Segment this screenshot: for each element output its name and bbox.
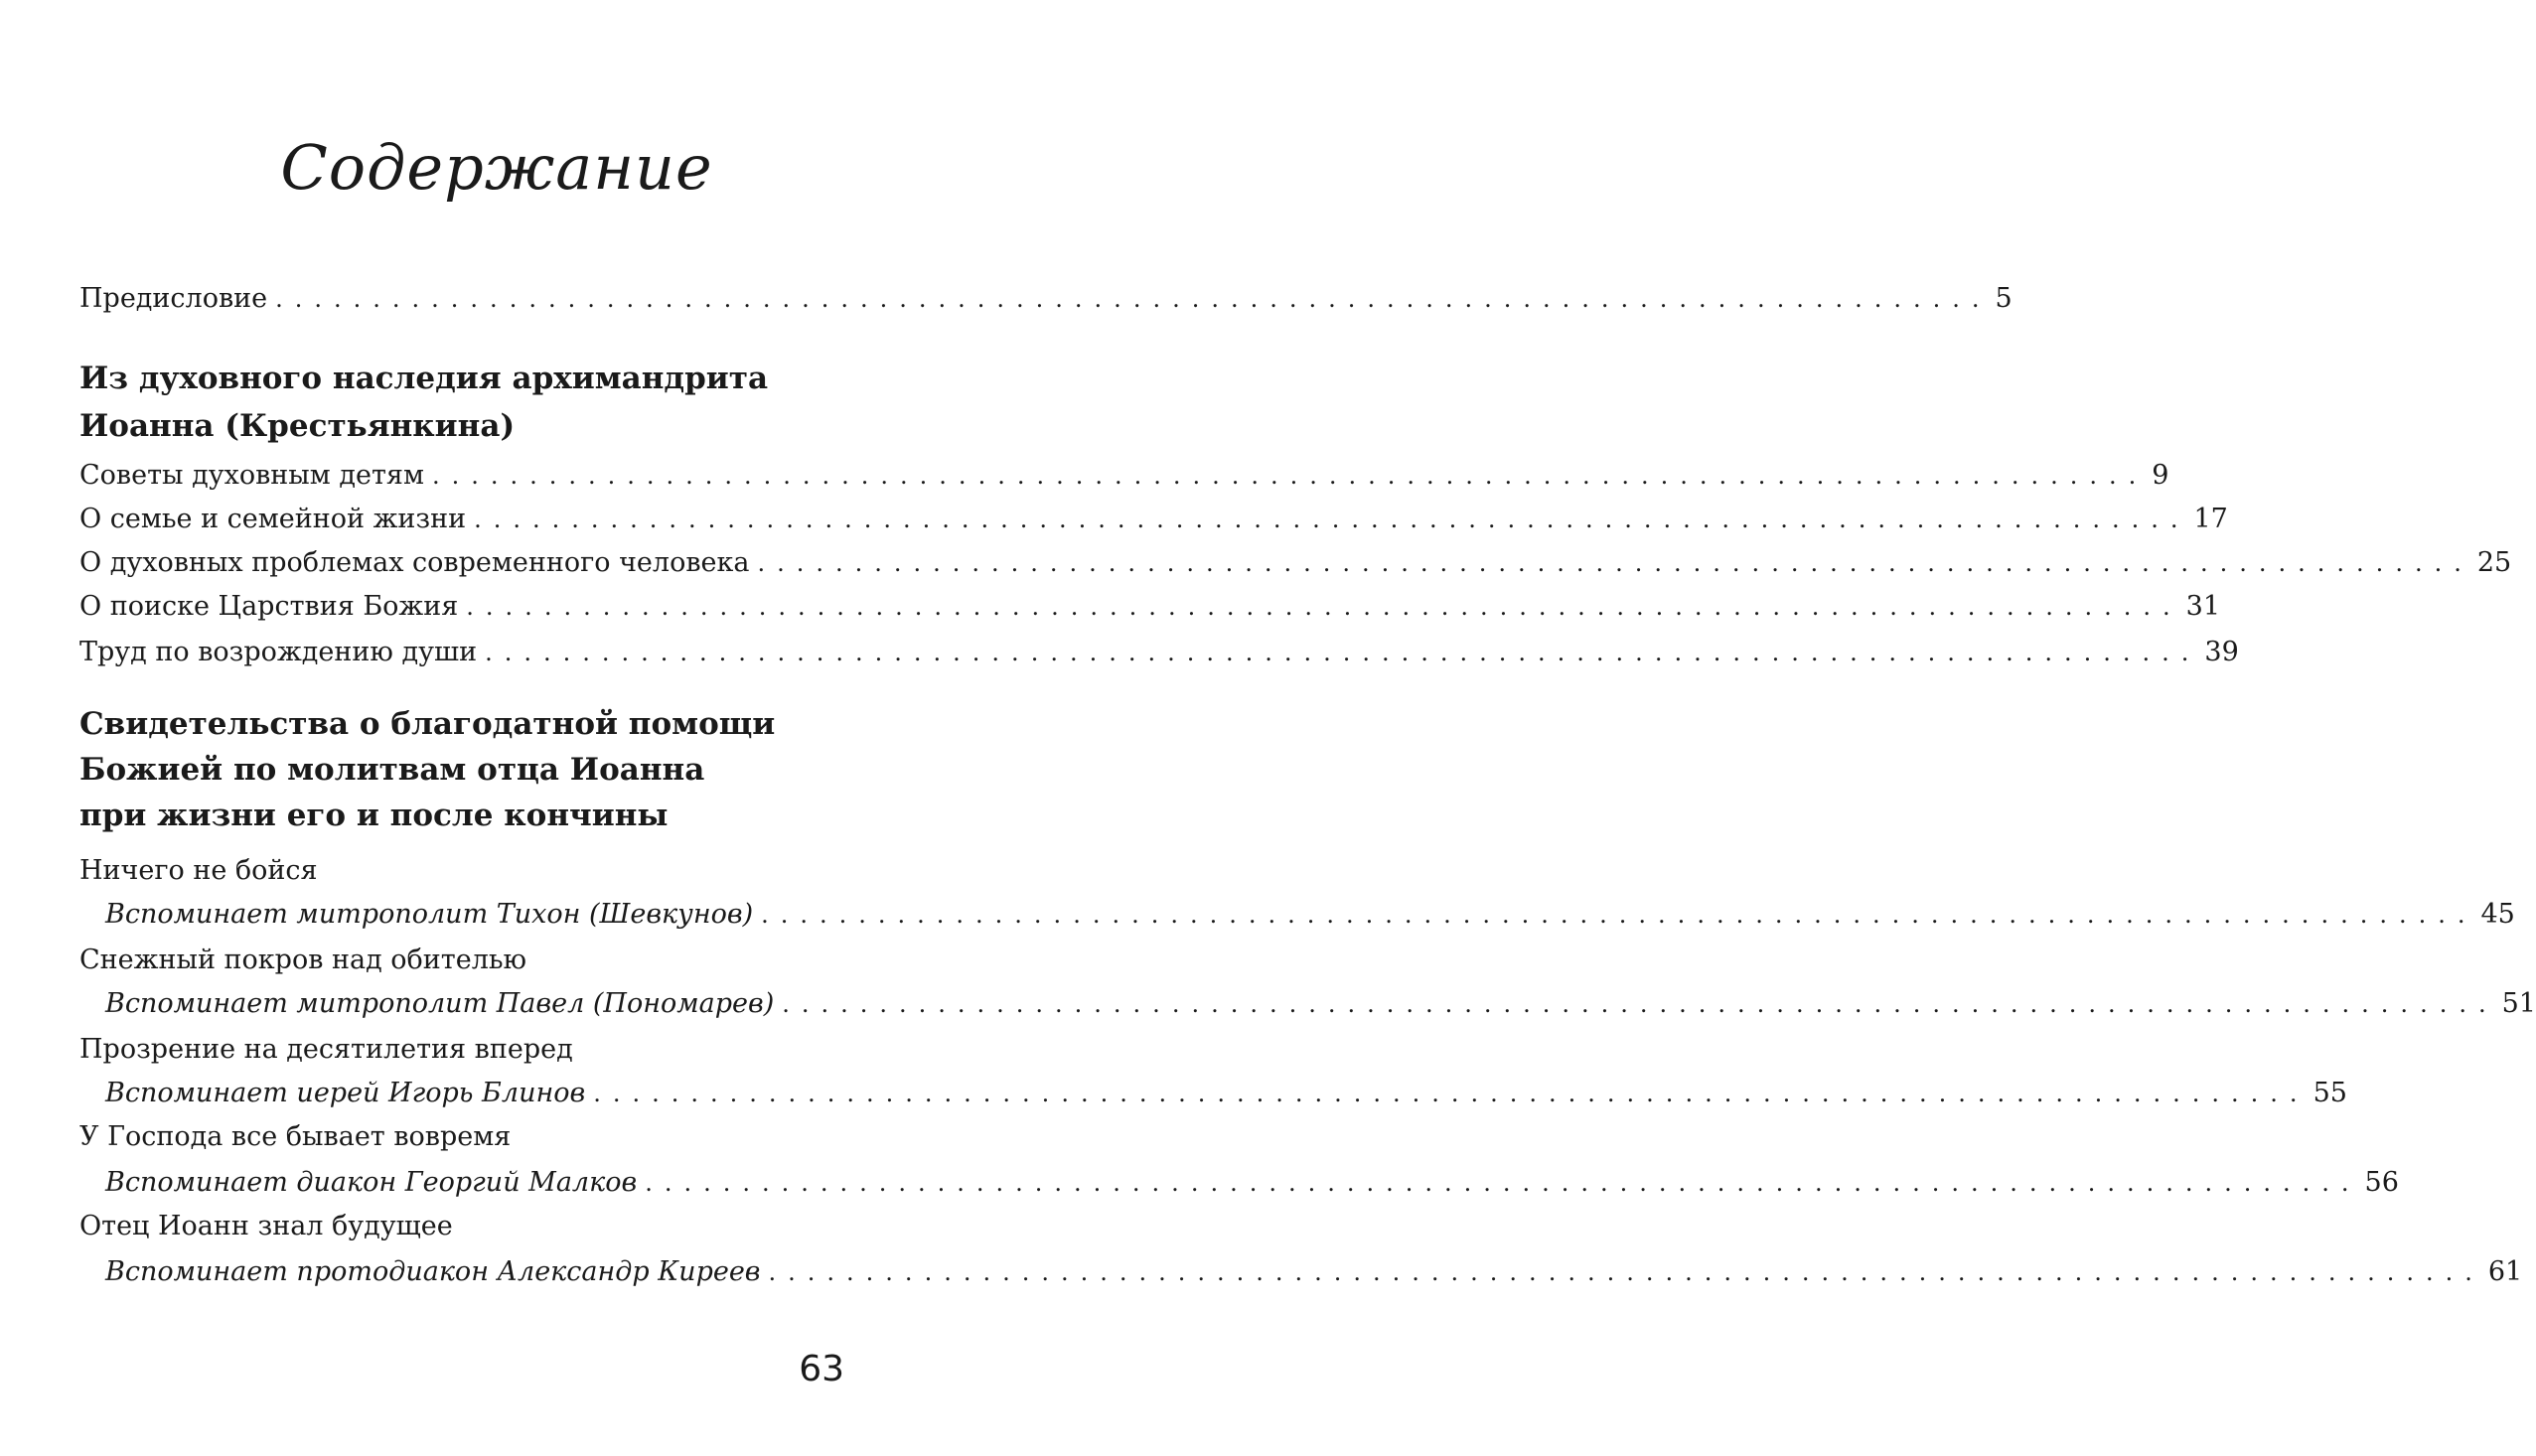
dot-leader: ........................................................................................ bbox=[593, 1080, 2310, 1107]
toc-entry-author: Вспоминает иерей Игорь Блинов bbox=[105, 1078, 586, 1108]
section-heading: Из духовного наследия архимандрита bbox=[79, 361, 769, 396]
toc-entry-page: 56 bbox=[2364, 1167, 2399, 1198]
toc-entry-author: Вспоминает митрополит Павел (Пономарев) bbox=[105, 988, 775, 1019]
toc-entry-page: 25 bbox=[2476, 547, 2512, 578]
toc-entry[interactable] bbox=[79, 459, 2169, 493]
toc-entry[interactable] bbox=[79, 1077, 2347, 1110]
dot-leader: ........................................................................................ bbox=[645, 1169, 2361, 1197]
toc-entry[interactable] bbox=[79, 636, 2239, 669]
toc-entry-page: 55 bbox=[2312, 1078, 2347, 1108]
toc-entry-page: 39 bbox=[2204, 637, 2239, 667]
toc-entry[interactable] bbox=[79, 503, 2228, 536]
toc-entry[interactable] bbox=[79, 1166, 2399, 1200]
toc-entry-title[interactable]: Прозрение на десятилетия вперед bbox=[79, 1034, 573, 1065]
toc-entry-page: 9 bbox=[2152, 460, 2169, 491]
toc-entry[interactable] bbox=[79, 590, 2220, 624]
toc-entry-page: 5 bbox=[1995, 283, 2013, 314]
section-heading: Иоанна (Крестьянкина) bbox=[79, 408, 516, 444]
page-number: 63 bbox=[799, 1349, 844, 1389]
toc-entry-label: Труд по возрождению души bbox=[79, 637, 478, 667]
toc-entry-page: 17 bbox=[2193, 504, 2228, 534]
dot-leader: ........................................................................................ bbox=[782, 990, 2498, 1018]
toc-entry[interactable] bbox=[79, 898, 2515, 932]
toc-entry-title[interactable]: Ничего не бойся bbox=[79, 855, 318, 886]
section-heading: при жизни его и после кончины bbox=[79, 798, 669, 833]
toc-entry[interactable] bbox=[79, 1255, 2523, 1289]
toc-entry-preface[interactable] bbox=[79, 282, 2013, 316]
toc-entry-author: Вспоминает диакон Георгий Малков bbox=[105, 1167, 638, 1198]
section-heading: Свидетельства о благодатной помощи bbox=[79, 706, 776, 742]
toc-entry[interactable] bbox=[79, 987, 2536, 1021]
dot-leader: ........................................................................................ bbox=[466, 593, 2182, 621]
toc-entry-title[interactable]: Отец Иоанн знал будущее bbox=[79, 1211, 453, 1241]
section-heading: Божией по молитвам отца Иоанна bbox=[79, 752, 705, 788]
toc-entry-author: Вспоминает протодиакон Александр Киреев bbox=[105, 1256, 761, 1287]
toc-entry-label: Предисловие bbox=[79, 283, 268, 314]
dot-leader: ........................................................................................ bbox=[431, 462, 2149, 490]
toc-entry-label: О семье и семейной жизни bbox=[79, 504, 467, 534]
toc-entry-label: О духовных проблемах современного человека bbox=[79, 547, 750, 578]
toc-entry-author: Вспоминает митрополит Тихон (Шевкунов) bbox=[105, 899, 754, 930]
toc-entry-page: 51 bbox=[2501, 988, 2536, 1019]
toc-entry-title[interactable]: У Господа все бывает вовремя bbox=[79, 1121, 512, 1152]
toc-entry-title[interactable]: Снежный покров над обителью bbox=[79, 945, 527, 975]
dot-leader: ........................................................................................ bbox=[485, 639, 2201, 666]
dot-leader: ........................................................................................ bbox=[768, 1258, 2484, 1286]
toc-entry-page: 61 bbox=[2487, 1256, 2523, 1287]
toc-entry-label: О поиске Царствия Божия bbox=[79, 591, 459, 622]
toc-entry[interactable] bbox=[79, 546, 2512, 580]
dot-leader: ........................................................................................ bbox=[757, 549, 2473, 577]
dot-leader: ........................................................................................ bbox=[761, 901, 2477, 929]
toc-entry-label: Советы духовным детям bbox=[79, 460, 424, 491]
dot-leader: ........................................................................................ bbox=[275, 285, 1992, 313]
dot-leader: ........................................................................................ bbox=[474, 506, 2190, 533]
toc-entry-page: 31 bbox=[2185, 591, 2220, 622]
page-title: Содержание bbox=[280, 131, 713, 204]
toc-entry-page: 45 bbox=[2480, 899, 2515, 930]
